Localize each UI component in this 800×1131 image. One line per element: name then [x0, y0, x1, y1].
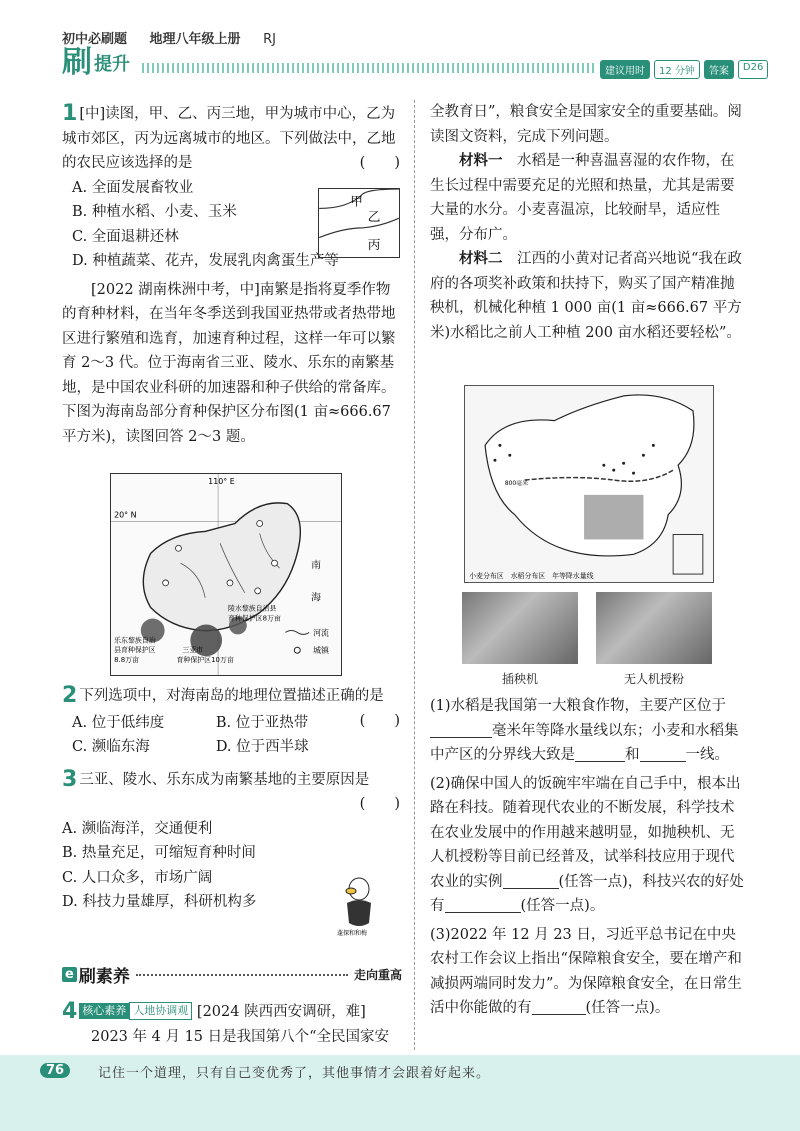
option-a: A. 位于低纬度	[72, 714, 165, 731]
passage-nanfan: [2022 湖南株洲中考，中]南繁是指将夏季作物的育种材料，在当年冬季送到我国亚热带或者热带地区进行繁殖和选育，加速育种过程，这样一年可以繁育 2～3 代。位于海南省三亚、陵水、乐东的南繁基地，是中国农业科研的加速器和种子供给的常备库。下图为海南岛部分育种保护区分布图(1 亩≈666.67 平方米)，读图回答 2～3 题。	[62, 281, 396, 445]
sea-label-2: 海	[311, 592, 322, 604]
section-dotted-rule	[136, 974, 348, 976]
answer-label: 答案	[704, 60, 734, 79]
drone-pollination-photo	[596, 592, 712, 664]
photo-1-caption: 插秧机	[501, 672, 538, 686]
left-column	[62, 102, 400, 449]
book-title: 地理八年级上册	[149, 32, 241, 47]
answer-blank[interactable]	[430, 722, 492, 738]
header-badges	[600, 60, 768, 79]
option-a: A. 全面发展畜牧业	[72, 179, 194, 196]
part-1-text-c: 和	[625, 747, 640, 763]
lon-label: 110° E	[208, 476, 235, 486]
right-column	[430, 100, 748, 345]
ledong-label-2: 县育种保护区	[114, 646, 156, 655]
option-b: B. 种植水稻、小麦、玉米	[72, 204, 237, 220]
part-2	[430, 772, 748, 919]
legend-town: 城镇	[313, 646, 329, 656]
source-label: [2024 陕西西安调研，难]	[196, 1004, 366, 1020]
part-3-text-a: (3)2022 年 12 月 23 日，习近平总书记在中央农村工作会议上指出“保障粮食安全，要在增产和减损两端同时发力”。为保障粮食安全，在日常生活中你能做的有	[430, 926, 742, 1016]
answer-paren: ( )	[359, 155, 400, 171]
brush-glyph: 刷	[62, 45, 92, 80]
part-1-text-b: 毫米年等降水量线以东；小麦和水稻集中产区的分界线大致是	[430, 722, 739, 763]
zone-yi: 乙	[367, 209, 381, 225]
q1-zone-diagram	[318, 188, 400, 258]
south-sea-inset	[673, 534, 703, 574]
part-3	[430, 923, 748, 1021]
option-d: D. 科技力量雄厚，科研机构多	[62, 894, 257, 910]
footer-motto: 记住一个道理，只有自己变优秀了，其他事情才会跟着好起来。	[98, 1066, 491, 1081]
question-number: 4	[62, 999, 78, 1024]
option-c: C. 人口众多，市场广阔	[62, 869, 213, 886]
part-2-text-a: (2)确保中国人的饭碗牢牢端在自己手中，根本出路在科技。随着现代农业的不断发展，科学技术在农业发展中的作用越来越明显，如抛秧机、无人机授粉等目前已经普及，试举科技应用于现代农业的实例	[430, 775, 741, 890]
section-right-label: 走向重高	[353, 968, 402, 982]
intro-right: 全教育日”，粮食安全是国家安全的重要基础。阅读图文资料，完成下列问题。	[430, 104, 742, 145]
answer-blank[interactable]	[640, 746, 686, 762]
ledong-label-3: 8.8万亩	[114, 656, 139, 665]
part-1-text-d: 一线。	[685, 747, 729, 763]
photo-2-caption: 无人机授粉	[623, 672, 684, 686]
mascot-caption: 蓬探和和梅	[337, 930, 368, 937]
hainan-island-outline	[143, 503, 300, 631]
question-text: [中]读图，甲、乙、丙三地，甲为城市中心，乙为城市郊区，丙为远离城市的地区。下列做法中，乙地的农民应该选择的是	[62, 106, 396, 171]
question-text: 三亚、陵水、乐东成为南繁基地的主要原因是	[79, 771, 370, 788]
level-label: 提升	[94, 54, 130, 75]
answer-paren: ( )	[359, 712, 400, 729]
series-title: 初中必刷题	[62, 32, 128, 47]
material-2-label: 材料二	[459, 250, 503, 267]
lat-label: 20° N	[114, 510, 137, 520]
ledong-label: 乐东黎族自治	[114, 636, 156, 645]
legend-river-symbol	[285, 630, 309, 634]
answer-blank[interactable]	[503, 873, 559, 889]
material-1-label: 材料一	[459, 152, 503, 169]
legend-river: 河流	[313, 628, 329, 638]
question-2	[62, 684, 400, 760]
question-number: 1	[62, 101, 78, 126]
part-3-text-b: (任答一点)。	[585, 1000, 670, 1016]
isohyet-label: 800毫米	[504, 479, 529, 487]
header-dotted-rule	[142, 63, 597, 73]
option-c: C. 濒临东海	[72, 739, 150, 755]
zone-bing: 丙	[367, 237, 381, 253]
sanya-label: 三亚市	[182, 646, 204, 655]
part-2-text-c: (任答一点)。	[520, 898, 605, 914]
material-2-text: 江西的小黄对记者高兴地说“我在政府的各项奖补政策和扶持下，购买了国产精准抛秧机，机械化种植 1 000 亩(1 亩≈666.67 平方米)水稻比之前人工种植 200 亩水稻还要轻松”。	[430, 251, 742, 341]
map-legend: 小麦分布区 水稻分布区 年等降水量线	[469, 572, 594, 581]
time-value: 12 分钟	[654, 60, 700, 79]
tag-core: 核心素养	[79, 1003, 129, 1019]
option-d: D. 种植蔬菜、花卉，发展乳肉禽蛋生产等	[72, 253, 339, 269]
option-d: D. 位于西半球	[215, 739, 309, 755]
part-1	[430, 694, 748, 768]
part-2-text-b: (任答一点)，科技兴农的好处有	[430, 873, 744, 914]
question-4-parts	[430, 694, 748, 1021]
option-c: C. 全面退耕还林	[72, 228, 179, 245]
zone-boundary-outer	[319, 218, 399, 237]
time-label: 建议用时	[600, 60, 650, 79]
part-1-text-a: (1)水稻是我国第一大粮食作物，主要产区位于	[430, 698, 727, 714]
rice-region	[584, 495, 643, 540]
answer-blank[interactable]	[445, 897, 521, 913]
option-b: B. 热量充足，可缩短育种时间	[62, 845, 256, 861]
question-number: 3	[62, 766, 78, 792]
sea-label-1: 南	[311, 560, 322, 572]
tag-concept: 人地协调观	[129, 1002, 192, 1020]
option-b: B. 位于亚热带	[215, 714, 309, 731]
question-number: 2	[62, 683, 78, 708]
mascot-duck-icon	[335, 873, 383, 937]
sanya-label-2: 育种保护区10万亩	[176, 656, 234, 665]
section-icon: e	[62, 967, 77, 982]
section-header	[62, 962, 402, 987]
answer-paren: ( )	[359, 796, 400, 812]
material-1-text: 水稻是一种喜温喜湿的农作物，在生长过程中需要充足的光照和热量，尤其是需要大量的水分。小麦喜温凉，比较耐旱，适应性强，分布广。	[430, 153, 735, 243]
hainan-breeding-map	[110, 473, 342, 676]
answer-page: D26	[738, 60, 768, 79]
answer-blank[interactable]	[532, 999, 586, 1015]
china-crop-map	[464, 385, 714, 583]
intro-left: 2023 年 4 月 15 日是我国第八个“全民国家安	[91, 1028, 390, 1045]
legend-town-symbol	[294, 647, 300, 653]
answer-blank[interactable]	[575, 746, 625, 762]
section-title: 刷素养	[78, 967, 130, 987]
page-number: 76	[40, 1063, 70, 1078]
column-divider	[414, 100, 415, 1050]
running-header	[62, 28, 294, 47]
lingshui-label-2: 育种保护区8万亩	[227, 614, 281, 623]
lingshui-label: 陵水黎族自治县	[227, 604, 277, 613]
zone-jia: 甲	[350, 193, 363, 209]
question-4-start	[62, 1000, 400, 1049]
question-text: 下列选项中，对海南岛的地理位置描述正确的是	[79, 688, 384, 704]
edition-label: RJ	[263, 32, 276, 47]
option-a: A. 濒临海洋，交通便利	[62, 820, 213, 837]
transplanter-photo	[462, 592, 578, 664]
section-brand	[62, 45, 130, 80]
